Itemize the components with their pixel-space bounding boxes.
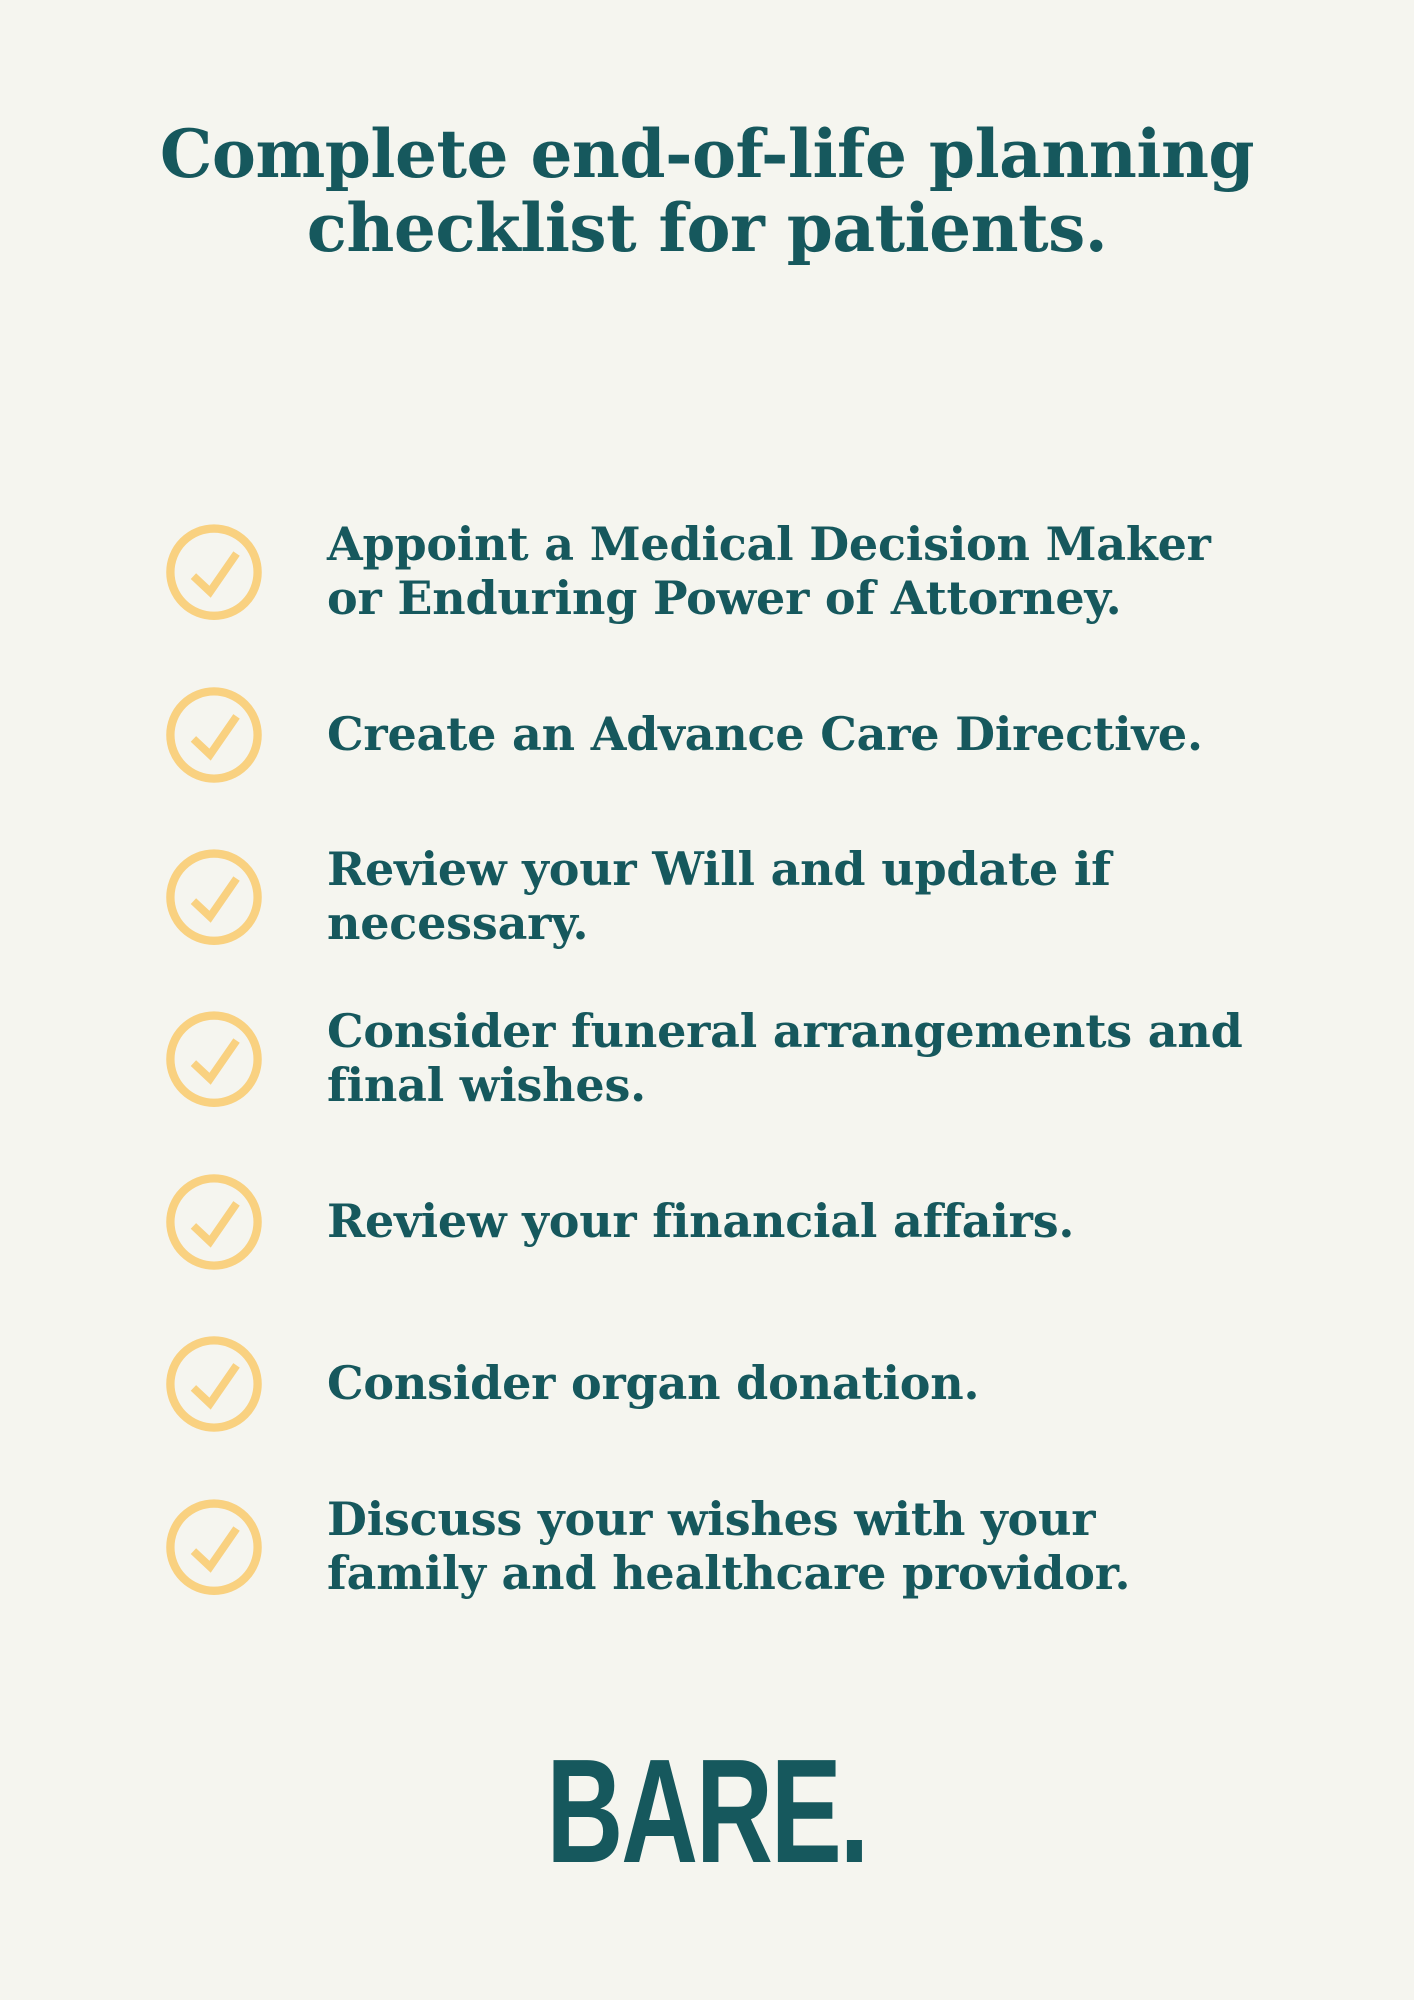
checklist-item [165, 1173, 1295, 1271]
checklist-item-label: Discuss your wishes with your family and healthcare providor. [327, 1492, 1131, 1600]
footer [0, 1729, 1414, 1894]
check-circle-icon [165, 1010, 263, 1108]
checklist-item-label: Appoint a Medical Decision Maker or Enduring Power of Attorney. [327, 517, 1211, 625]
checklist-item [165, 518, 1295, 626]
check-circle-icon [165, 1498, 263, 1596]
checklist-item [165, 686, 1295, 784]
bare-logo: BARE. [546, 1729, 868, 1894]
checklist-item [165, 1005, 1295, 1113]
checklist-item-label: Consider organ donation. [327, 1356, 980, 1411]
page-title-line-2: checklist for patients. [306, 188, 1108, 267]
checklist-item [165, 1493, 1295, 1601]
check-circle-icon [165, 686, 263, 784]
checklist-item [165, 1335, 1295, 1433]
checklist-item-label: Review your Will and update if necessary. [327, 842, 1111, 950]
check-circle-icon [165, 523, 263, 621]
page-title-line-1: Complete end-of-life planning [159, 115, 1255, 193]
checklist-item-label: Consider funeral arrangements and final wishes. [327, 1004, 1243, 1112]
page-title [0, 115, 1414, 267]
checklist-item-label: Review your financial affairs. [327, 1194, 1075, 1249]
check-circle-icon [165, 848, 263, 946]
check-circle-icon [165, 1173, 263, 1271]
checklist-item-label: Create an Advance Care Directive. [327, 707, 1203, 762]
check-circle-icon [165, 1335, 263, 1433]
checklist-item [165, 843, 1295, 951]
